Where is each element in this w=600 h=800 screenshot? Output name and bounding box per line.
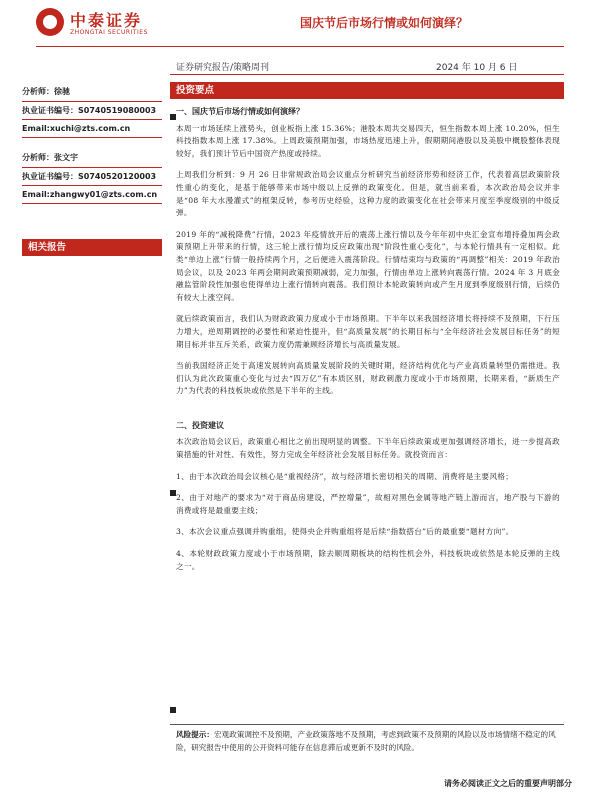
subheader-divider	[170, 74, 564, 75]
paragraph: 就后续政策而言，我们认为财政政策力度或小于市场预期。下半年以来我国经济增长将持续不及预期，下行压力增大，逆周期调控的必要性和紧迫性提升，但“高质量发展”的长期目标与“全年经济社会发展目标任务”的短期目标并非互斥关系，政策力度仍需兼顾经济增长与高质量发展。	[176, 314, 560, 349]
main-content	[176, 106, 560, 582]
related-reports-heading: 相关报告	[22, 239, 162, 256]
report-type: 证券研究报告/策略周刊	[176, 63, 270, 73]
header-divider	[36, 46, 564, 47]
analyst-divider	[22, 101, 162, 102]
company-logo	[36, 8, 166, 38]
part2-heading: 二、投资建议	[176, 420, 224, 430]
risk-label: 风险提示：	[176, 730, 214, 739]
analyst-name: 分析师：张文宇	[22, 153, 78, 162]
section-heading: 投资要点	[170, 82, 564, 99]
risk-divider	[170, 724, 564, 725]
analyst-email: Email:zhangwy01@zts.com.cn	[22, 190, 158, 199]
analyst-panel	[22, 86, 162, 206]
paragraph: 当前我国经济正处于高速发展转向高质量发展阶段的关键时期，经济结构优化与产业高质量转型仍需推进。我们认为此次政策重心变化与过去“四万亿”有本质区别，财政刺激力度或小于市场预期，长期来看，“新质生产力”为代表的科技板块或依然是下半年的主线。	[176, 361, 560, 396]
risk-warning	[176, 729, 560, 754]
analyst-divider	[22, 119, 162, 120]
paragraph: 本周一市场延续上涨势头，创业板指上涨 15.36%；港股本周共交易四天，恒生指数本周上涨 10.20%，恒生科技指数本周上涨 17.38%。上周政策预期加强，市场热度迅速上升，假期期间港股以及美股中概股整体表现较好，我们预计节后中国资产热度或持续。	[176, 123, 560, 158]
analyst-name: 分析师：徐驰	[22, 87, 70, 96]
bullet-square-icon	[170, 707, 176, 713]
analyst-divider	[22, 137, 162, 138]
report-date: 2024 年 10 月 6 日	[436, 63, 518, 73]
analyst-divider	[22, 185, 162, 186]
list-item: 4、本轮财政政策力度或小于市场预期，除去顺周期板块的结构性机会外，科技板块或依然是本轮反弹的主线之一。	[176, 549, 560, 571]
analyst-cert: 执业证书编号：S0740520120003	[22, 172, 157, 181]
analyst-divider	[22, 203, 162, 204]
paragraph: 2019 年的“减税降费”行情，2023 年疫情放开后的震荡上涨行情以及今年年初中央汇金宣布增持叠加两会政策预期上升带来的行情，这三轮上涨行情均反应政策出现“阶段性重心变化”，与本轮行情具有一定相似。此类“单边上涨”行情一般持续两个月，之后便进入震荡阶段。行情结束均与政策的“再调整”相关：2019 年政治局会议，以及 2023 年两会期间政策预期减弱，定力加强，行情由单边上涨转向震荡行情。2024 年 3 月底金融监管阶段性加强也使得单边上涨行情转向震荡。我们预计本轮政策转向或产生月度到季度级别行情，后续仍有较大上涨空间。	[176, 229, 560, 302]
list-item: 3、本次会议重点强调并购重组，使得央企并购重组将是后续“指数搭台”后的最重要“题材方向”。	[176, 527, 514, 537]
logo-english-name: ZHONGTAI SECURITIES	[70, 29, 148, 36]
analyst-divider	[22, 167, 162, 168]
list-item: 2、由于对地产的要求为“对于商品房建设，严控增量”，故相对黑色金属等地产链上游而言，地产股与下游的消费或将是最重要主线；	[176, 493, 560, 515]
paragraph: 上周我们分析到：9 月 26 日非常规政治局会议重点分析研究当前经济形势和经济工作，代表着高层政策阶段性重心的变化，是基于能够带来市场中级以上反弹的政策变化。但是，就当前来看，本次政治局会议并非是“08 年大水漫灌式”的框架反转，参考历史经验，这种力度的政策变化在社会带来月度至季度级别的中级反弹。	[176, 170, 560, 218]
risk-text: 宏观政策调控不及预期，产业政策落地不及预期，考虑到政策不及预期的风险以及市场情绪不稳定的风险，研究报告中使用的公开资料可能存在信息滞后或更新不及时的风险。	[176, 730, 556, 752]
logo-chinese-name: 中泰证券	[70, 11, 143, 30]
analyst-cert: 执业证书编号：S0740519080003	[22, 106, 157, 115]
footer-disclaimer: 请务必阅读正文之后的重要声明部分	[444, 779, 572, 788]
report-title: 国庆节后市场行情或如何演绎？	[300, 16, 469, 30]
analyst-email: Email:xuchi@zts.com.cn	[22, 124, 131, 133]
paragraph: 本次政治局会议后，政策重心相比之前出现明显的调整。下半年后续政策或更加强调经济增长，进一步提高政策措施的针对性、有效性，努力完成全年经济社会发展目标任务。就投资而言：	[176, 437, 560, 460]
logo-mark-icon	[36, 8, 64, 36]
list-item: 1、由于本次政治局会议核心是“重视经济”，故与经济增长密切相关的周期、消费将是主要风格；	[176, 471, 514, 481]
part1-heading: 一、国庆节后市场行情或如何演绎？	[176, 107, 304, 116]
